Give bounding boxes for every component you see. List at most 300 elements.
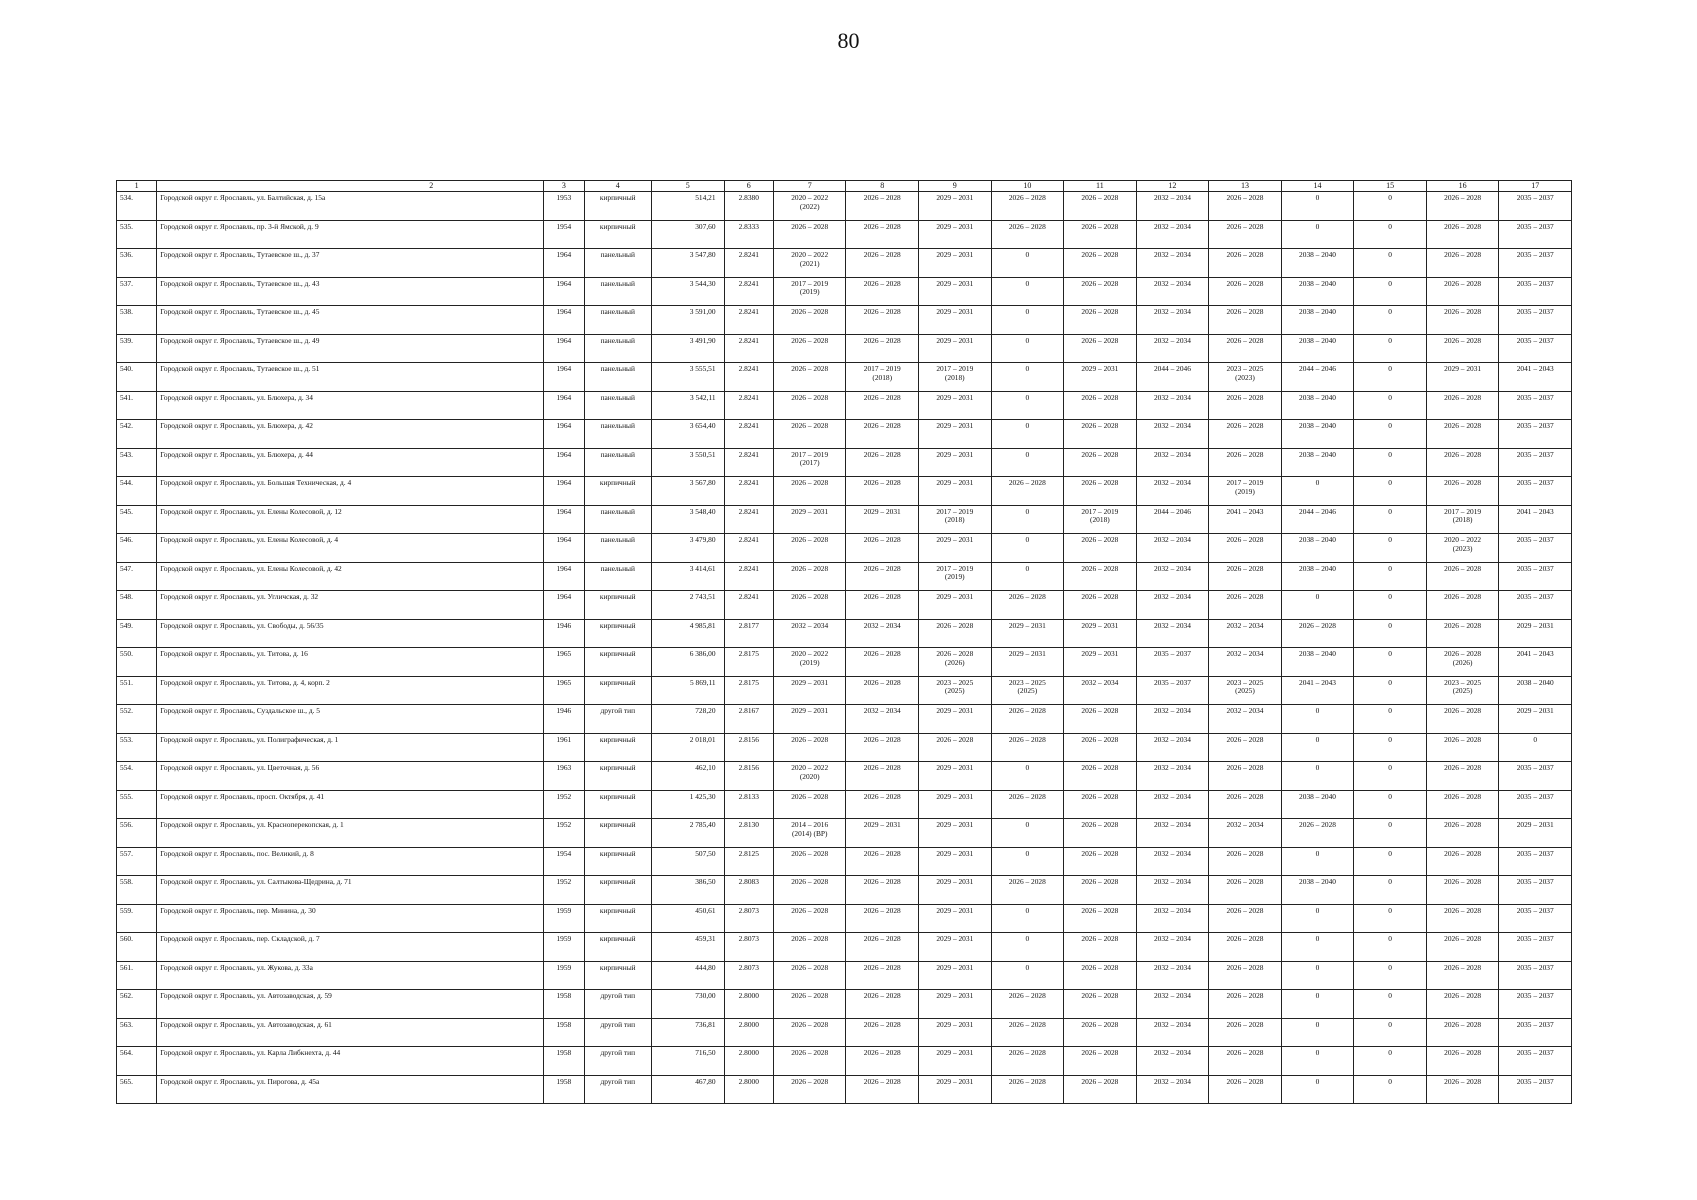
table-cell-col-17: 2035 – 2037 <box>1499 876 1572 905</box>
table-cell-col-2: Городской округ г. Ярославль, Тутаевское ш., д. 51 <box>157 363 544 392</box>
table-cell-col-7: 2026 – 2028 <box>773 961 846 990</box>
table-cell-col-17: 2035 – 2037 <box>1499 562 1572 591</box>
table-cell-col-8: 2026 – 2028 <box>846 420 919 449</box>
table-cell-col-9: 2029 – 2031 <box>919 534 992 563</box>
table-cell-col-12: 2035 – 2037 <box>1136 676 1209 705</box>
table-cell-col-4: панельный <box>584 249 652 278</box>
table-cell-col-2: Городской округ г. Ярославль, пос. Великий, д. 8 <box>157 847 544 876</box>
table-cell-col-6: 2.8177 <box>724 619 773 648</box>
table-cell-col-5: 444,80 <box>652 961 725 990</box>
table-cell-col-12: 2032 – 2034 <box>1136 591 1209 620</box>
table-cell-col-6: 2.8156 <box>724 762 773 791</box>
table-cell-col-10: 0 <box>991 933 1064 962</box>
table-cell-col-2: Городской округ г. Ярославль, ул. Блюхера, д. 44 <box>157 448 544 477</box>
table-cell-col-2: Городской округ г. Ярославль, Тутаевское ш., д. 45 <box>157 306 544 335</box>
table-cell-col-4: кирпичный <box>584 876 652 905</box>
table-cell-col-1: 554. <box>117 762 157 791</box>
table-cell-col-14: 2038 – 2040 <box>1281 249 1354 278</box>
table-cell-col-13: 2026 – 2028 <box>1209 762 1282 791</box>
table-cell-col-5: 736,81 <box>652 1018 725 1047</box>
column-header-8: 8 <box>846 181 919 192</box>
table-cell-col-6: 2.8175 <box>724 648 773 677</box>
table-cell-col-5: 514,21 <box>652 192 725 221</box>
table-cell-col-7: 2029 – 2031 <box>773 705 846 734</box>
table-cell-col-15: 0 <box>1354 249 1427 278</box>
table-cell-col-14: 0 <box>1281 733 1354 762</box>
table-cell-col-10: 2029 – 2031 <box>991 648 1064 677</box>
table-cell-col-15: 0 <box>1354 762 1427 791</box>
table-cell-col-4: другой тип <box>584 705 652 734</box>
table-cell-col-17: 2035 – 2037 <box>1499 762 1572 791</box>
table-cell-col-12: 2032 – 2034 <box>1136 705 1209 734</box>
table-cell-col-10: 2026 – 2028 <box>991 1075 1064 1104</box>
table-cell-col-1: 551. <box>117 676 157 705</box>
table-cell-col-2: Городской округ г. Ярославль, ул. Автозаводская, д. 59 <box>157 990 544 1019</box>
table-cell-col-11: 2026 – 2028 <box>1064 306 1137 335</box>
table-cell-col-1: 560. <box>117 933 157 962</box>
table-cell-col-3: 1958 <box>544 1075 584 1104</box>
table-cell-col-10: 2026 – 2028 <box>991 1018 1064 1047</box>
table-cell-col-15: 0 <box>1354 220 1427 249</box>
table-row <box>117 819 1572 848</box>
table-cell-col-2: Городской округ г. Ярославль, ул. Красноперекопская, д. 1 <box>157 819 544 848</box>
table-cell-col-16: 2026 – 2028 <box>1426 420 1499 449</box>
table-cell-col-14: 0 <box>1281 591 1354 620</box>
table-cell-col-5: 3 547,80 <box>652 249 725 278</box>
table-cell-col-10: 2026 – 2028 <box>991 591 1064 620</box>
table-cell-col-10: 0 <box>991 448 1064 477</box>
table-cell-col-4: панельный <box>584 534 652 563</box>
table-cell-col-10: 0 <box>991 819 1064 848</box>
table-cell-col-6: 2.8130 <box>724 819 773 848</box>
table-cell-col-14: 2038 – 2040 <box>1281 420 1354 449</box>
table-cell-col-5: 716,50 <box>652 1047 725 1076</box>
table-cell-col-2: Городской округ г. Ярославль, просп. Октября, д. 41 <box>157 790 544 819</box>
table-cell-col-12: 2032 – 2034 <box>1136 306 1209 335</box>
table-cell-col-15: 0 <box>1354 876 1427 905</box>
table-cell-col-9: 2029 – 2031 <box>919 1047 992 1076</box>
table-cell-col-3: 1959 <box>544 933 584 962</box>
table-cell-col-13: 2026 – 2028 <box>1209 534 1282 563</box>
table-cell-col-2: Городской округ г. Ярославль, Тутаевское ш., д. 49 <box>157 334 544 363</box>
column-header-15: 15 <box>1354 181 1427 192</box>
table-cell-col-7: 2026 – 2028 <box>773 847 846 876</box>
table-cell-col-1: 548. <box>117 591 157 620</box>
table-cell-col-14: 0 <box>1281 1075 1354 1104</box>
table-cell-col-16: 2026 – 2028 <box>1426 933 1499 962</box>
table-cell-col-17: 2035 – 2037 <box>1499 334 1572 363</box>
table-cell-col-5: 3 479,80 <box>652 534 725 563</box>
table-cell-col-3: 1964 <box>544 562 584 591</box>
table-row <box>117 933 1572 962</box>
table-cell-col-16: 2026 – 2028 <box>1426 619 1499 648</box>
table-cell-col-9: 2029 – 2031 <box>919 762 992 791</box>
table-cell-col-8: 2026 – 2028 <box>846 790 919 819</box>
table-cell-col-13: 2026 – 2028 <box>1209 220 1282 249</box>
table-cell-col-5: 3 548,40 <box>652 505 725 534</box>
table-cell-col-9: 2029 – 2031 <box>919 847 992 876</box>
table-cell-col-13: 2026 – 2028 <box>1209 876 1282 905</box>
table-cell-col-8: 2026 – 2028 <box>846 847 919 876</box>
table-cell-col-1: 539. <box>117 334 157 363</box>
table-cell-col-7: 2029 – 2031 <box>773 505 846 534</box>
table-cell-col-14: 2038 – 2040 <box>1281 534 1354 563</box>
table-cell-col-14: 0 <box>1281 192 1354 221</box>
table-cell-col-12: 2032 – 2034 <box>1136 961 1209 990</box>
table-cell-col-11: 2026 – 2028 <box>1064 420 1137 449</box>
table-cell-col-8: 2026 – 2028 <box>846 676 919 705</box>
table-cell-col-8: 2026 – 2028 <box>846 534 919 563</box>
table-cell-col-1: 535. <box>117 220 157 249</box>
table-row <box>117 1018 1572 1047</box>
table-cell-col-11: 2026 – 2028 <box>1064 1047 1137 1076</box>
table-cell-col-9: 2023 – 2025 (2025) <box>919 676 992 705</box>
table-cell-col-9: 2029 – 2031 <box>919 819 992 848</box>
table-cell-col-9: 2017 – 2019 (2018) <box>919 505 992 534</box>
table-cell-col-5: 462,10 <box>652 762 725 791</box>
table-cell-col-15: 0 <box>1354 534 1427 563</box>
table-cell-col-4: панельный <box>584 334 652 363</box>
table-cell-col-15: 0 <box>1354 363 1427 392</box>
table-cell-col-16: 2020 – 2022 (2023) <box>1426 534 1499 563</box>
table-cell-col-1: 547. <box>117 562 157 591</box>
table-cell-col-17: 2035 – 2037 <box>1499 249 1572 278</box>
table-cell-col-17: 2029 – 2031 <box>1499 705 1572 734</box>
table-row <box>117 733 1572 762</box>
table-cell-col-10: 0 <box>991 391 1064 420</box>
table-row <box>117 847 1572 876</box>
table-cell-col-6: 2.8073 <box>724 904 773 933</box>
column-header-5: 5 <box>652 181 725 192</box>
table-cell-col-11: 2026 – 2028 <box>1064 847 1137 876</box>
table-cell-col-3: 1952 <box>544 790 584 819</box>
table-cell-col-4: кирпичный <box>584 847 652 876</box>
table-cell-col-17: 2041 – 2043 <box>1499 505 1572 534</box>
table-cell-col-14: 0 <box>1281 1018 1354 1047</box>
table-cell-col-1: 542. <box>117 420 157 449</box>
table-cell-col-6: 2.8241 <box>724 306 773 335</box>
table-cell-col-17: 2035 – 2037 <box>1499 591 1572 620</box>
table-cell-col-14: 2038 – 2040 <box>1281 448 1354 477</box>
table-cell-col-10: 0 <box>991 306 1064 335</box>
table-cell-col-14: 0 <box>1281 990 1354 1019</box>
table-cell-col-6: 2.8333 <box>724 220 773 249</box>
table-cell-col-3: 1963 <box>544 762 584 791</box>
table-cell-col-15: 0 <box>1354 562 1427 591</box>
table-cell-col-10: 0 <box>991 363 1064 392</box>
table-cell-col-13: 2023 – 2025 (2023) <box>1209 363 1282 392</box>
table-cell-col-11: 2026 – 2028 <box>1064 733 1137 762</box>
table-cell-col-11: 2026 – 2028 <box>1064 477 1137 506</box>
table-cell-col-16: 2026 – 2028 <box>1426 306 1499 335</box>
table-cell-col-8: 2026 – 2028 <box>846 477 919 506</box>
table-cell-col-4: кирпичный <box>584 220 652 249</box>
table-cell-col-13: 2026 – 2028 <box>1209 277 1282 306</box>
table-cell-col-5: 730,00 <box>652 990 725 1019</box>
table-cell-col-11: 2026 – 2028 <box>1064 1018 1137 1047</box>
table-cell-col-7: 2026 – 2028 <box>773 363 846 392</box>
table-cell-col-15: 0 <box>1354 192 1427 221</box>
table-cell-col-9: 2029 – 2031 <box>919 904 992 933</box>
table-cell-col-4: кирпичный <box>584 477 652 506</box>
table-cell-col-10: 2026 – 2028 <box>991 990 1064 1019</box>
table-row <box>117 505 1572 534</box>
table-cell-col-14: 0 <box>1281 904 1354 933</box>
table-cell-col-17: 2035 – 2037 <box>1499 790 1572 819</box>
table-cell-col-5: 2 018,01 <box>652 733 725 762</box>
table-cell-col-15: 0 <box>1354 334 1427 363</box>
table-cell-col-14: 2038 – 2040 <box>1281 277 1354 306</box>
table-cell-col-10: 0 <box>991 762 1064 791</box>
table-cell-col-6: 2.8241 <box>724 534 773 563</box>
table-cell-col-10: 0 <box>991 249 1064 278</box>
table-cell-col-14: 2026 – 2028 <box>1281 819 1354 848</box>
table-cell-col-3: 1958 <box>544 1047 584 1076</box>
table-cell-col-5: 507,50 <box>652 847 725 876</box>
column-header-17: 17 <box>1499 181 1572 192</box>
table-cell-col-13: 2026 – 2028 <box>1209 1047 1282 1076</box>
table-cell-col-12: 2032 – 2034 <box>1136 847 1209 876</box>
table-cell-col-14: 2041 – 2043 <box>1281 676 1354 705</box>
table-cell-col-7: 2026 – 2028 <box>773 1018 846 1047</box>
table-cell-col-15: 0 <box>1354 990 1427 1019</box>
table-cell-col-6: 2.8241 <box>724 277 773 306</box>
table-cell-col-7: 2029 – 2031 <box>773 676 846 705</box>
table-cell-col-4: панельный <box>584 505 652 534</box>
table-cell-col-14: 2038 – 2040 <box>1281 648 1354 677</box>
table-cell-col-1: 543. <box>117 448 157 477</box>
table-cell-col-8: 2026 – 2028 <box>846 334 919 363</box>
table-cell-col-16: 2026 – 2028 <box>1426 220 1499 249</box>
table-row <box>117 334 1572 363</box>
table-cell-col-7: 2026 – 2028 <box>773 420 846 449</box>
repair-schedule-table-wrap <box>116 180 1572 1104</box>
table-cell-col-11: 2026 – 2028 <box>1064 249 1137 278</box>
table-cell-col-13: 2026 – 2028 <box>1209 334 1282 363</box>
table-row <box>117 448 1572 477</box>
table-row <box>117 990 1572 1019</box>
table-row <box>117 876 1572 905</box>
table-cell-col-11: 2026 – 2028 <box>1064 961 1137 990</box>
table-cell-col-16: 2017 – 2019 (2018) <box>1426 505 1499 534</box>
table-cell-col-12: 2032 – 2034 <box>1136 192 1209 221</box>
table-cell-col-8: 2026 – 2028 <box>846 391 919 420</box>
table-cell-col-6: 2.8241 <box>724 391 773 420</box>
table-cell-col-17: 2035 – 2037 <box>1499 961 1572 990</box>
table-cell-col-12: 2032 – 2034 <box>1136 477 1209 506</box>
table-cell-col-5: 3 544,30 <box>652 277 725 306</box>
table-cell-col-14: 0 <box>1281 477 1354 506</box>
table-cell-col-4: панельный <box>584 277 652 306</box>
table-cell-col-5: 2 785,40 <box>652 819 725 848</box>
table-cell-col-8: 2026 – 2028 <box>846 306 919 335</box>
table-cell-col-5: 3 555,51 <box>652 363 725 392</box>
table-cell-col-15: 0 <box>1354 648 1427 677</box>
table-cell-col-12: 2032 – 2034 <box>1136 619 1209 648</box>
table-cell-col-12: 2032 – 2034 <box>1136 733 1209 762</box>
table-cell-col-10: 0 <box>991 505 1064 534</box>
table-cell-col-17: 2035 – 2037 <box>1499 904 1572 933</box>
table-cell-col-11: 2026 – 2028 <box>1064 933 1137 962</box>
table-cell-col-13: 2026 – 2028 <box>1209 562 1282 591</box>
table-cell-col-17: 2035 – 2037 <box>1499 1018 1572 1047</box>
table-cell-col-13: 2026 – 2028 <box>1209 591 1282 620</box>
table-cell-col-4: другой тип <box>584 1075 652 1104</box>
table-cell-col-7: 2026 – 2028 <box>773 1047 846 1076</box>
table-cell-col-10: 2026 – 2028 <box>991 1047 1064 1076</box>
table-cell-col-14: 2038 – 2040 <box>1281 391 1354 420</box>
table-cell-col-10: 2026 – 2028 <box>991 790 1064 819</box>
table-cell-col-12: 2032 – 2034 <box>1136 391 1209 420</box>
table-cell-col-3: 1953 <box>544 192 584 221</box>
table-cell-col-6: 2.8167 <box>724 705 773 734</box>
table-cell-col-11: 2026 – 2028 <box>1064 534 1137 563</box>
table-cell-col-2: Городской округ г. Ярославль, ул. Карла Либкнехта, д. 44 <box>157 1047 544 1076</box>
column-header-13: 13 <box>1209 181 1282 192</box>
table-cell-col-11: 2032 – 2034 <box>1064 676 1137 705</box>
page-number: 80 <box>837 28 860 53</box>
table-cell-col-8: 2026 – 2028 <box>846 277 919 306</box>
table-cell-col-10: 0 <box>991 562 1064 591</box>
table-cell-col-5: 459,31 <box>652 933 725 962</box>
table-cell-col-5: 3 414,61 <box>652 562 725 591</box>
table-cell-col-10: 0 <box>991 961 1064 990</box>
column-header-2: 2 <box>157 181 544 192</box>
table-cell-col-14: 2038 – 2040 <box>1281 790 1354 819</box>
table-cell-col-1: 536. <box>117 249 157 278</box>
table-cell-col-16: 2026 – 2028 <box>1426 961 1499 990</box>
table-cell-col-13: 2026 – 2028 <box>1209 448 1282 477</box>
table-cell-col-8: 2029 – 2031 <box>846 819 919 848</box>
table-cell-col-11: 2026 – 2028 <box>1064 705 1137 734</box>
table-cell-col-7: 2020 – 2022 (2020) <box>773 762 846 791</box>
table-cell-col-12: 2032 – 2034 <box>1136 1047 1209 1076</box>
table-cell-col-2: Городской округ г. Ярославль, ул. Балтийская, д. 15а <box>157 192 544 221</box>
table-cell-col-2: Городской округ г. Ярославль, пр. 3-й Ямской, д. 9 <box>157 220 544 249</box>
table-cell-col-16: 2026 – 2028 <box>1426 762 1499 791</box>
table-cell-col-7: 2014 – 2016 (2014) (ВР) <box>773 819 846 848</box>
table-cell-col-13: 2041 – 2043 <box>1209 505 1282 534</box>
table-cell-col-4: панельный <box>584 306 652 335</box>
table-cell-col-16: 2026 – 2028 <box>1426 819 1499 848</box>
table-cell-col-3: 1959 <box>544 904 584 933</box>
table-cell-col-11: 2026 – 2028 <box>1064 391 1137 420</box>
table-cell-col-4: кирпичный <box>584 933 652 962</box>
table-body <box>117 192 1572 1104</box>
table-cell-col-16: 2026 – 2028 <box>1426 705 1499 734</box>
table-cell-col-9: 2026 – 2028 (2026) <box>919 648 992 677</box>
column-header-4: 4 <box>584 181 652 192</box>
table-cell-col-6: 2.8000 <box>724 1047 773 1076</box>
table-cell-col-14: 2038 – 2040 <box>1281 876 1354 905</box>
table-cell-col-6: 2.8241 <box>724 477 773 506</box>
table-cell-col-8: 2026 – 2028 <box>846 733 919 762</box>
table-cell-col-16: 2026 – 2028 <box>1426 790 1499 819</box>
table-cell-col-14: 2038 – 2040 <box>1281 306 1354 335</box>
table-cell-col-4: кирпичный <box>584 676 652 705</box>
table-cell-col-13: 2026 – 2028 <box>1209 847 1282 876</box>
table-cell-col-16: 2026 – 2028 <box>1426 876 1499 905</box>
table-cell-col-12: 2044 – 2046 <box>1136 505 1209 534</box>
table-cell-col-15: 0 <box>1354 961 1427 990</box>
table-cell-col-3: 1946 <box>544 619 584 648</box>
table-cell-col-4: кирпичный <box>584 790 652 819</box>
table-cell-col-6: 2.8133 <box>724 790 773 819</box>
table-cell-col-7: 2026 – 2028 <box>773 904 846 933</box>
table-cell-col-16: 2026 – 2028 <box>1426 277 1499 306</box>
table-cell-col-17: 2035 – 2037 <box>1499 306 1572 335</box>
table-cell-col-15: 0 <box>1354 1047 1427 1076</box>
table-cell-col-15: 0 <box>1354 733 1427 762</box>
table-cell-col-10: 2029 – 2031 <box>991 619 1064 648</box>
table-cell-col-17: 2035 – 2037 <box>1499 477 1572 506</box>
table-cell-col-2: Городской округ г. Ярославль, ул. Жукова, д. 33а <box>157 961 544 990</box>
table-cell-col-15: 0 <box>1354 591 1427 620</box>
table-cell-col-8: 2026 – 2028 <box>846 1047 919 1076</box>
table-cell-col-8: 2026 – 2028 <box>846 249 919 278</box>
table-cell-col-8: 2026 – 2028 <box>846 904 919 933</box>
table-cell-col-7: 2026 – 2028 <box>773 477 846 506</box>
table-row <box>117 562 1572 591</box>
table-row <box>117 391 1572 420</box>
table-cell-col-17: 2035 – 2037 <box>1499 391 1572 420</box>
table-cell-col-11: 2029 – 2031 <box>1064 363 1137 392</box>
table-cell-col-12: 2032 – 2034 <box>1136 562 1209 591</box>
table-cell-col-16: 2026 – 2028 <box>1426 562 1499 591</box>
table-cell-col-4: другой тип <box>584 1047 652 1076</box>
table-cell-col-9: 2029 – 2031 <box>919 933 992 962</box>
table-cell-col-15: 0 <box>1354 847 1427 876</box>
table-cell-col-15: 0 <box>1354 277 1427 306</box>
table-cell-col-17: 2035 – 2037 <box>1499 1047 1572 1076</box>
table-cell-col-2: Городской округ г. Ярославль, ул. Полиграфическая, д. 1 <box>157 733 544 762</box>
table-cell-col-15: 0 <box>1354 420 1427 449</box>
table-cell-col-12: 2032 – 2034 <box>1136 448 1209 477</box>
table-cell-col-13: 2032 – 2034 <box>1209 619 1282 648</box>
table-cell-col-11: 2026 – 2028 <box>1064 334 1137 363</box>
table-cell-col-13: 2032 – 2034 <box>1209 648 1282 677</box>
table-cell-col-16: 2026 – 2028 <box>1426 448 1499 477</box>
table-cell-col-3: 1958 <box>544 990 584 1019</box>
table-cell-col-7: 2026 – 2028 <box>773 591 846 620</box>
table-cell-col-11: 2026 – 2028 <box>1064 220 1137 249</box>
table-cell-col-4: кирпичный <box>584 591 652 620</box>
table-cell-col-2: Городской округ г. Ярославль, ул. Цветочная, д. 56 <box>157 762 544 791</box>
table-cell-col-17: 2035 – 2037 <box>1499 534 1572 563</box>
table-cell-col-4: панельный <box>584 562 652 591</box>
table-cell-col-7: 2020 – 2022 (2019) <box>773 648 846 677</box>
table-cell-col-1: 545. <box>117 505 157 534</box>
table-cell-col-10: 2026 – 2028 <box>991 477 1064 506</box>
table-cell-col-4: кирпичный <box>584 192 652 221</box>
table-cell-col-8: 2026 – 2028 <box>846 562 919 591</box>
table-cell-col-1: 556. <box>117 819 157 848</box>
table-row <box>117 648 1572 677</box>
table-cell-col-13: 2017 – 2019 (2019) <box>1209 477 1282 506</box>
table-cell-col-9: 2029 – 2031 <box>919 790 992 819</box>
table-cell-col-2: Городской округ г. Ярославль, ул. Титова, д. 4, корп. 2 <box>157 676 544 705</box>
table-cell-col-15: 0 <box>1354 306 1427 335</box>
table-cell-col-2: Городской округ г. Ярославль, ул. Блюхера, д. 34 <box>157 391 544 420</box>
table-cell-col-8: 2026 – 2028 <box>846 220 919 249</box>
table-cell-col-3: 1964 <box>544 591 584 620</box>
table-cell-col-14: 0 <box>1281 1047 1354 1076</box>
table-cell-col-14: 2026 – 2028 <box>1281 619 1354 648</box>
table-cell-col-3: 1954 <box>544 220 584 249</box>
table-cell-col-12: 2032 – 2034 <box>1136 249 1209 278</box>
table-cell-col-13: 2023 – 2025 (2025) <box>1209 676 1282 705</box>
table-cell-col-4: кирпичный <box>584 904 652 933</box>
